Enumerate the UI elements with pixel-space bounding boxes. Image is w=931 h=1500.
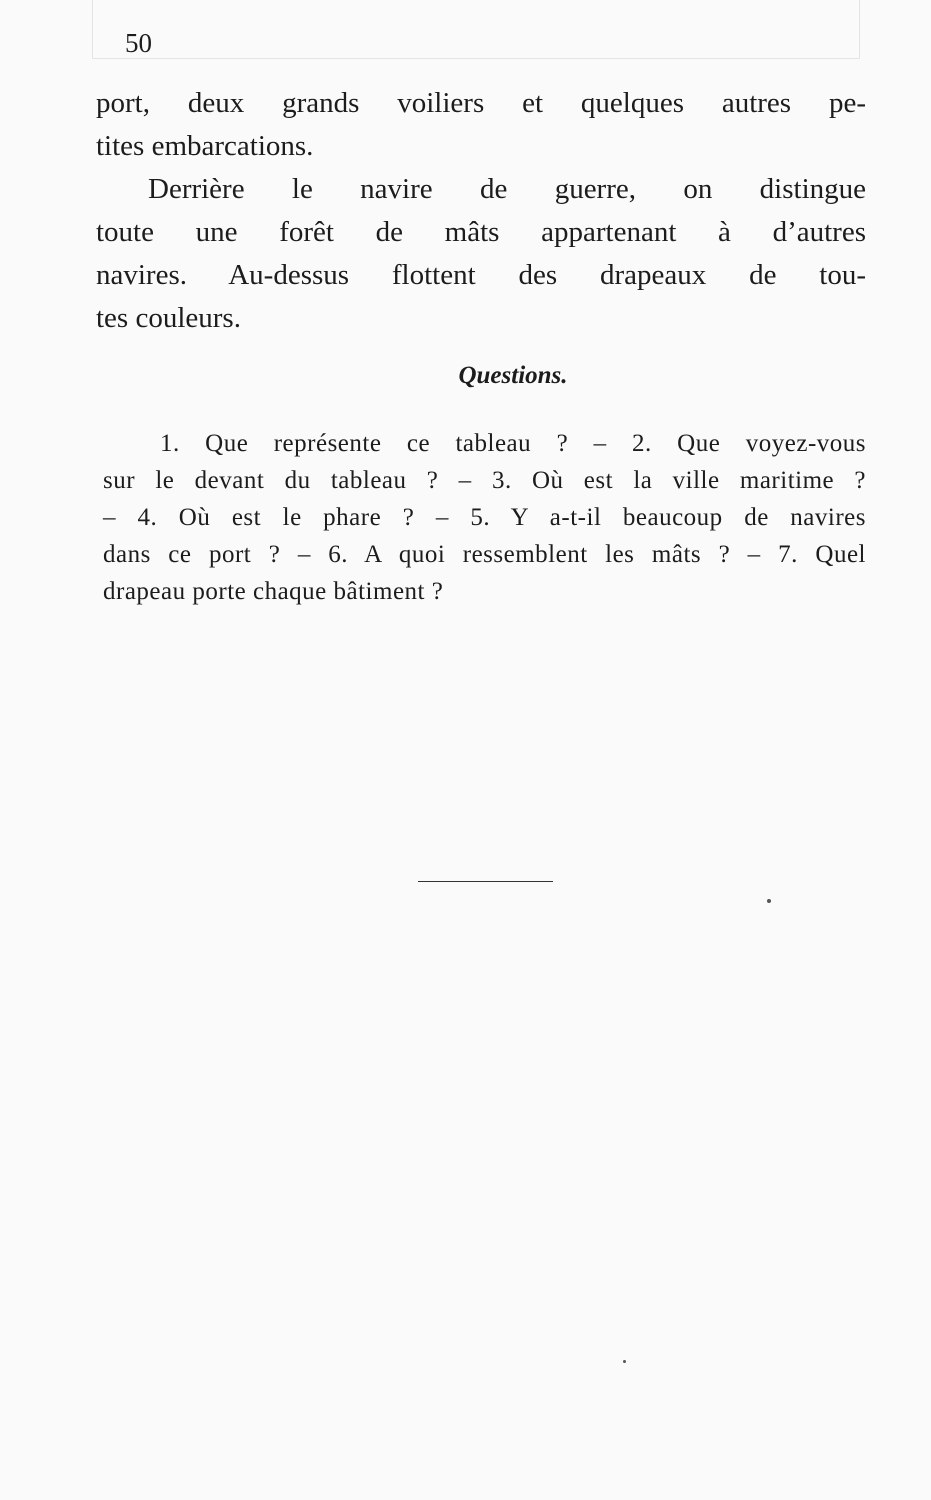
paragraph-line: navires. Au-dessus flottent des drapeaux de tou-: [96, 259, 866, 291]
question-line: drapeau porte chaque bâtiment ?: [103, 578, 444, 605]
paragraph-2: [96, 168, 866, 340]
question-line: sur le devant du tableau ? – 3. Où est la ville maritime ?: [103, 467, 866, 494]
paragraph-line: tes couleurs.: [96, 302, 241, 334]
paragraph-line: toute une forêt de mâts appartenant à d’autres: [96, 216, 866, 248]
question-line: dans ce port ? – 6. A quoi ressemblent les mâts ? – 7. Quel: [103, 541, 866, 568]
question-line: – 4. Où est le phare ? – 5. Y a-t-il beaucoup de navires: [103, 504, 866, 531]
paragraph-1: [96, 82, 866, 168]
questions-list: [103, 425, 866, 610]
paragraph-line: tites embarcations.: [96, 130, 314, 162]
questions-heading: Questions.: [458, 362, 568, 389]
page-number: 50: [125, 28, 152, 58]
print-speck: [767, 899, 771, 903]
paragraph-line: Derrière le navire de guerre, on distingue: [148, 173, 866, 205]
page-top-border: [92, 0, 860, 59]
paragraph-line: port, deux grands voiliers et quelques autres pe-: [96, 87, 866, 119]
section-separator-rule: [418, 881, 553, 882]
question-line: 1. Que représente ce tableau ? – 2. Que voyez-vous: [160, 430, 866, 457]
print-speck: [623, 1360, 626, 1363]
body-text: [96, 82, 866, 340]
